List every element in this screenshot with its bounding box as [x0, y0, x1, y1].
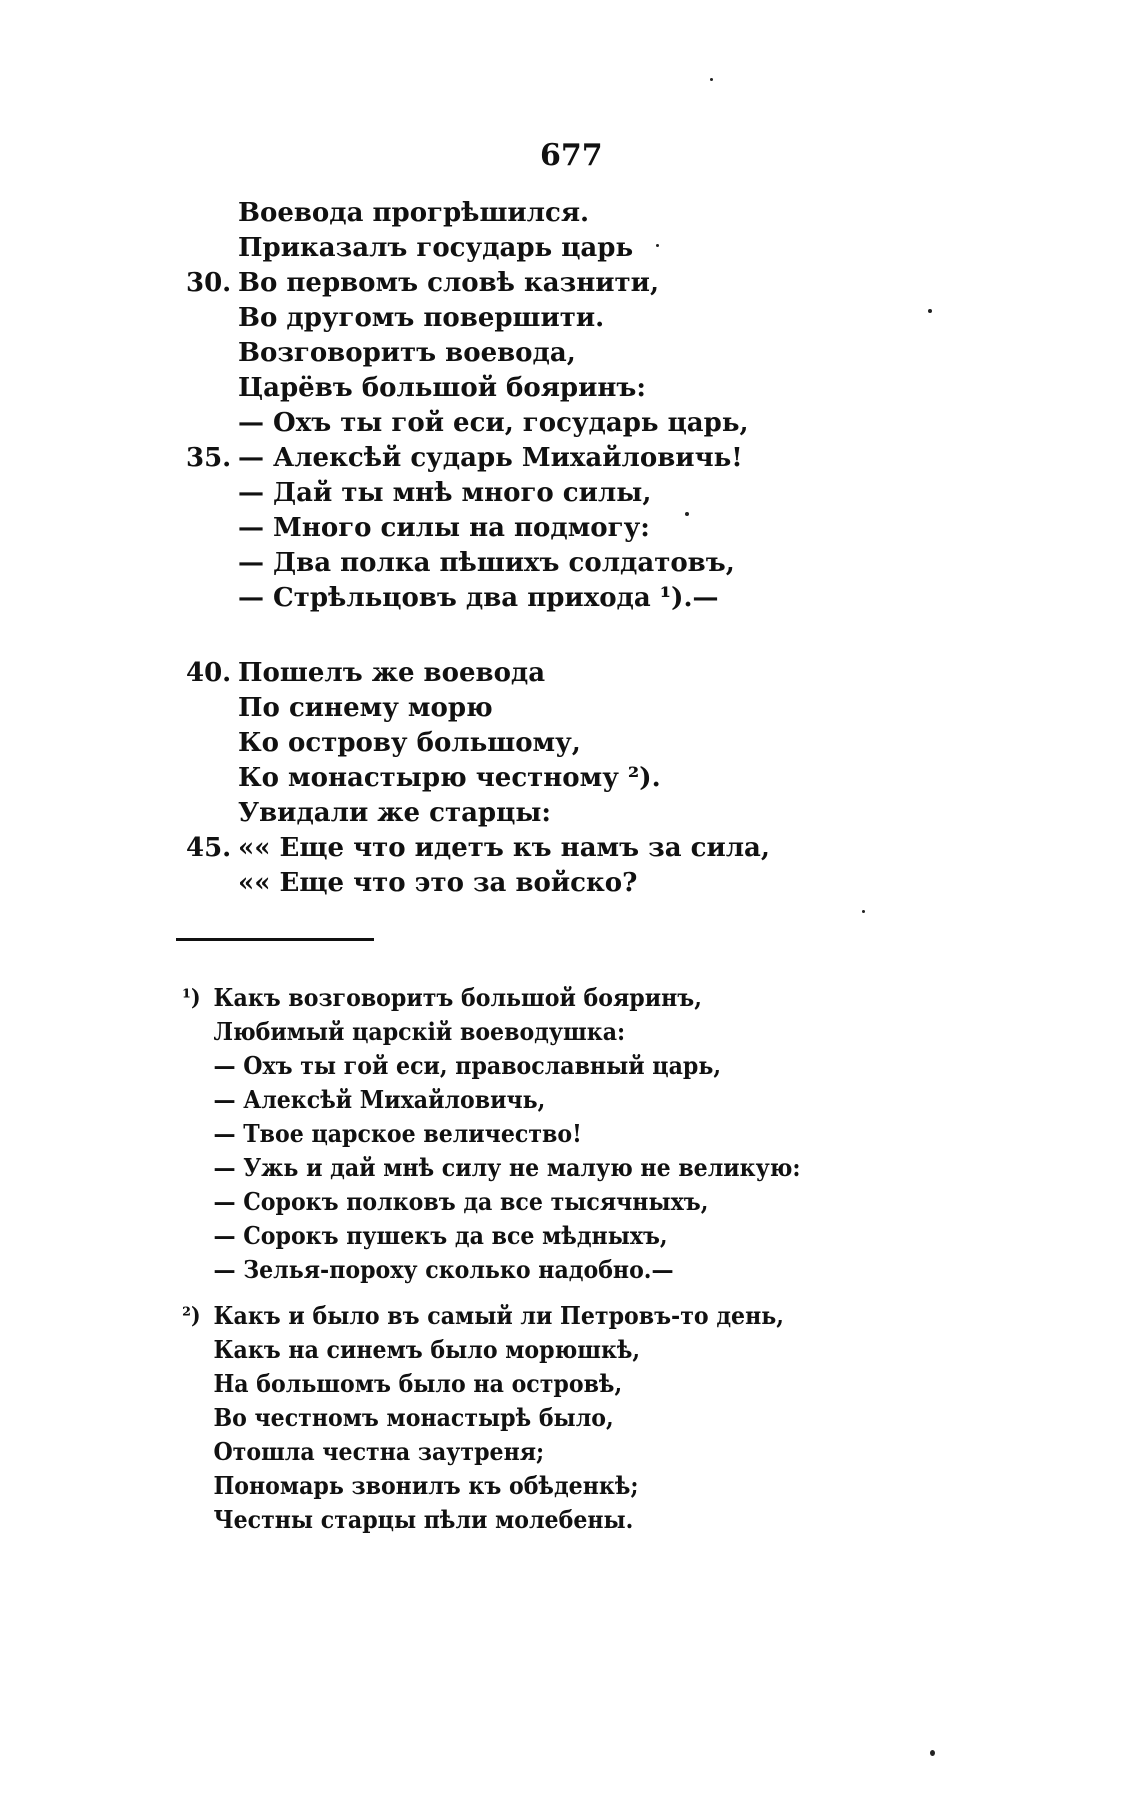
footnote-text: — Сорокъ полковъ да все тысячныхъ, [213, 1187, 709, 1216]
footnote-separator [176, 938, 374, 941]
footnote-text: — Охъ ты гой еси, православный царь, [213, 1051, 722, 1080]
footnote-text: Какъ на синемъ было морюшкѣ, [213, 1335, 641, 1364]
verse-text: По синему морю [238, 693, 493, 723]
footnote-text: — Твое царское величество! [213, 1119, 582, 1148]
verse-number: 45. [186, 833, 232, 863]
footnote-text: Во честномъ монастырѣ было, [213, 1403, 614, 1432]
verse-text: — Алексѣй сударь Михайловичь! [238, 443, 743, 473]
footnote-text: Какъ и было въ самый ли Петровъ-то день, [213, 1301, 784, 1330]
verse-text: — Стрѣльцовъ два прихода ¹).— [238, 583, 719, 613]
footnote-text: Какъ возговоритъ большой бояринъ, [213, 983, 702, 1012]
footnote-text: Честны старцы пѣли молебены. [213, 1505, 634, 1534]
footnote-text: Пономарь звонилъ къ обѣденкѣ; [213, 1471, 639, 1500]
footnote-marker: ²) [182, 1303, 201, 1329]
footnote-text: — Алексѣй Михайловичь, [213, 1085, 546, 1114]
scan-speck [656, 244, 659, 247]
footnote-text: Отошла честна заутреня; [213, 1437, 545, 1466]
footnote-text: — Сорокъ пушекъ да все мѣдныхъ, [213, 1221, 668, 1250]
verse-number: 30. [186, 268, 232, 298]
verse-text: Пошелъ же воевода [238, 658, 546, 688]
scan-speck [710, 78, 713, 81]
footnote-text: — Ужь и дай мнѣ силу не малую не великую: [213, 1153, 801, 1182]
verse-text: Во другомъ повершити. [238, 303, 605, 333]
verse-text: Приказалъ государь царь [238, 233, 634, 263]
footnote-text: Любимый царскій воеводушка: [213, 1017, 626, 1046]
scan-speck [685, 512, 689, 516]
scan-speck [928, 309, 932, 313]
verse-text: Ко острову большому, [238, 728, 581, 758]
verse-number: 40. [186, 658, 232, 688]
footnote-marker: ¹) [182, 985, 201, 1011]
verse-number: 35. [186, 443, 232, 473]
verse-text: Воевода прогрѣшился. [238, 198, 590, 228]
scan-speck [930, 1750, 935, 1756]
verse-text: Увидали же старцы: [238, 798, 551, 828]
verse-text: — Охъ ты гой еси, государь царь, [238, 408, 749, 438]
verse-text: «« Еще что идетъ къ намъ за сила, [238, 833, 770, 863]
verse-text: Царёвъ большой бояринъ: [238, 373, 646, 403]
footnote-text: — Зелья-пороху сколько надобно.— [213, 1255, 674, 1284]
verse-text: — Много силы на подмогу: [238, 513, 650, 543]
verse-text: «« Еще что это за войско? [238, 868, 638, 898]
verse-text: Ко монастырю честному ²). [238, 763, 661, 793]
page-number: 677 [540, 138, 603, 173]
scan-speck [862, 910, 865, 913]
footnote-text: На большомъ было на островѣ, [213, 1369, 623, 1398]
verse-text: Возговоритъ воевода, [238, 338, 576, 368]
verse-text: Во первомъ словѣ казнити, [238, 268, 659, 298]
verse-text: — Два полка пѣшихъ солдатовъ, [238, 548, 735, 578]
verse-text: — Дай ты мнѣ много силы, [238, 478, 652, 508]
